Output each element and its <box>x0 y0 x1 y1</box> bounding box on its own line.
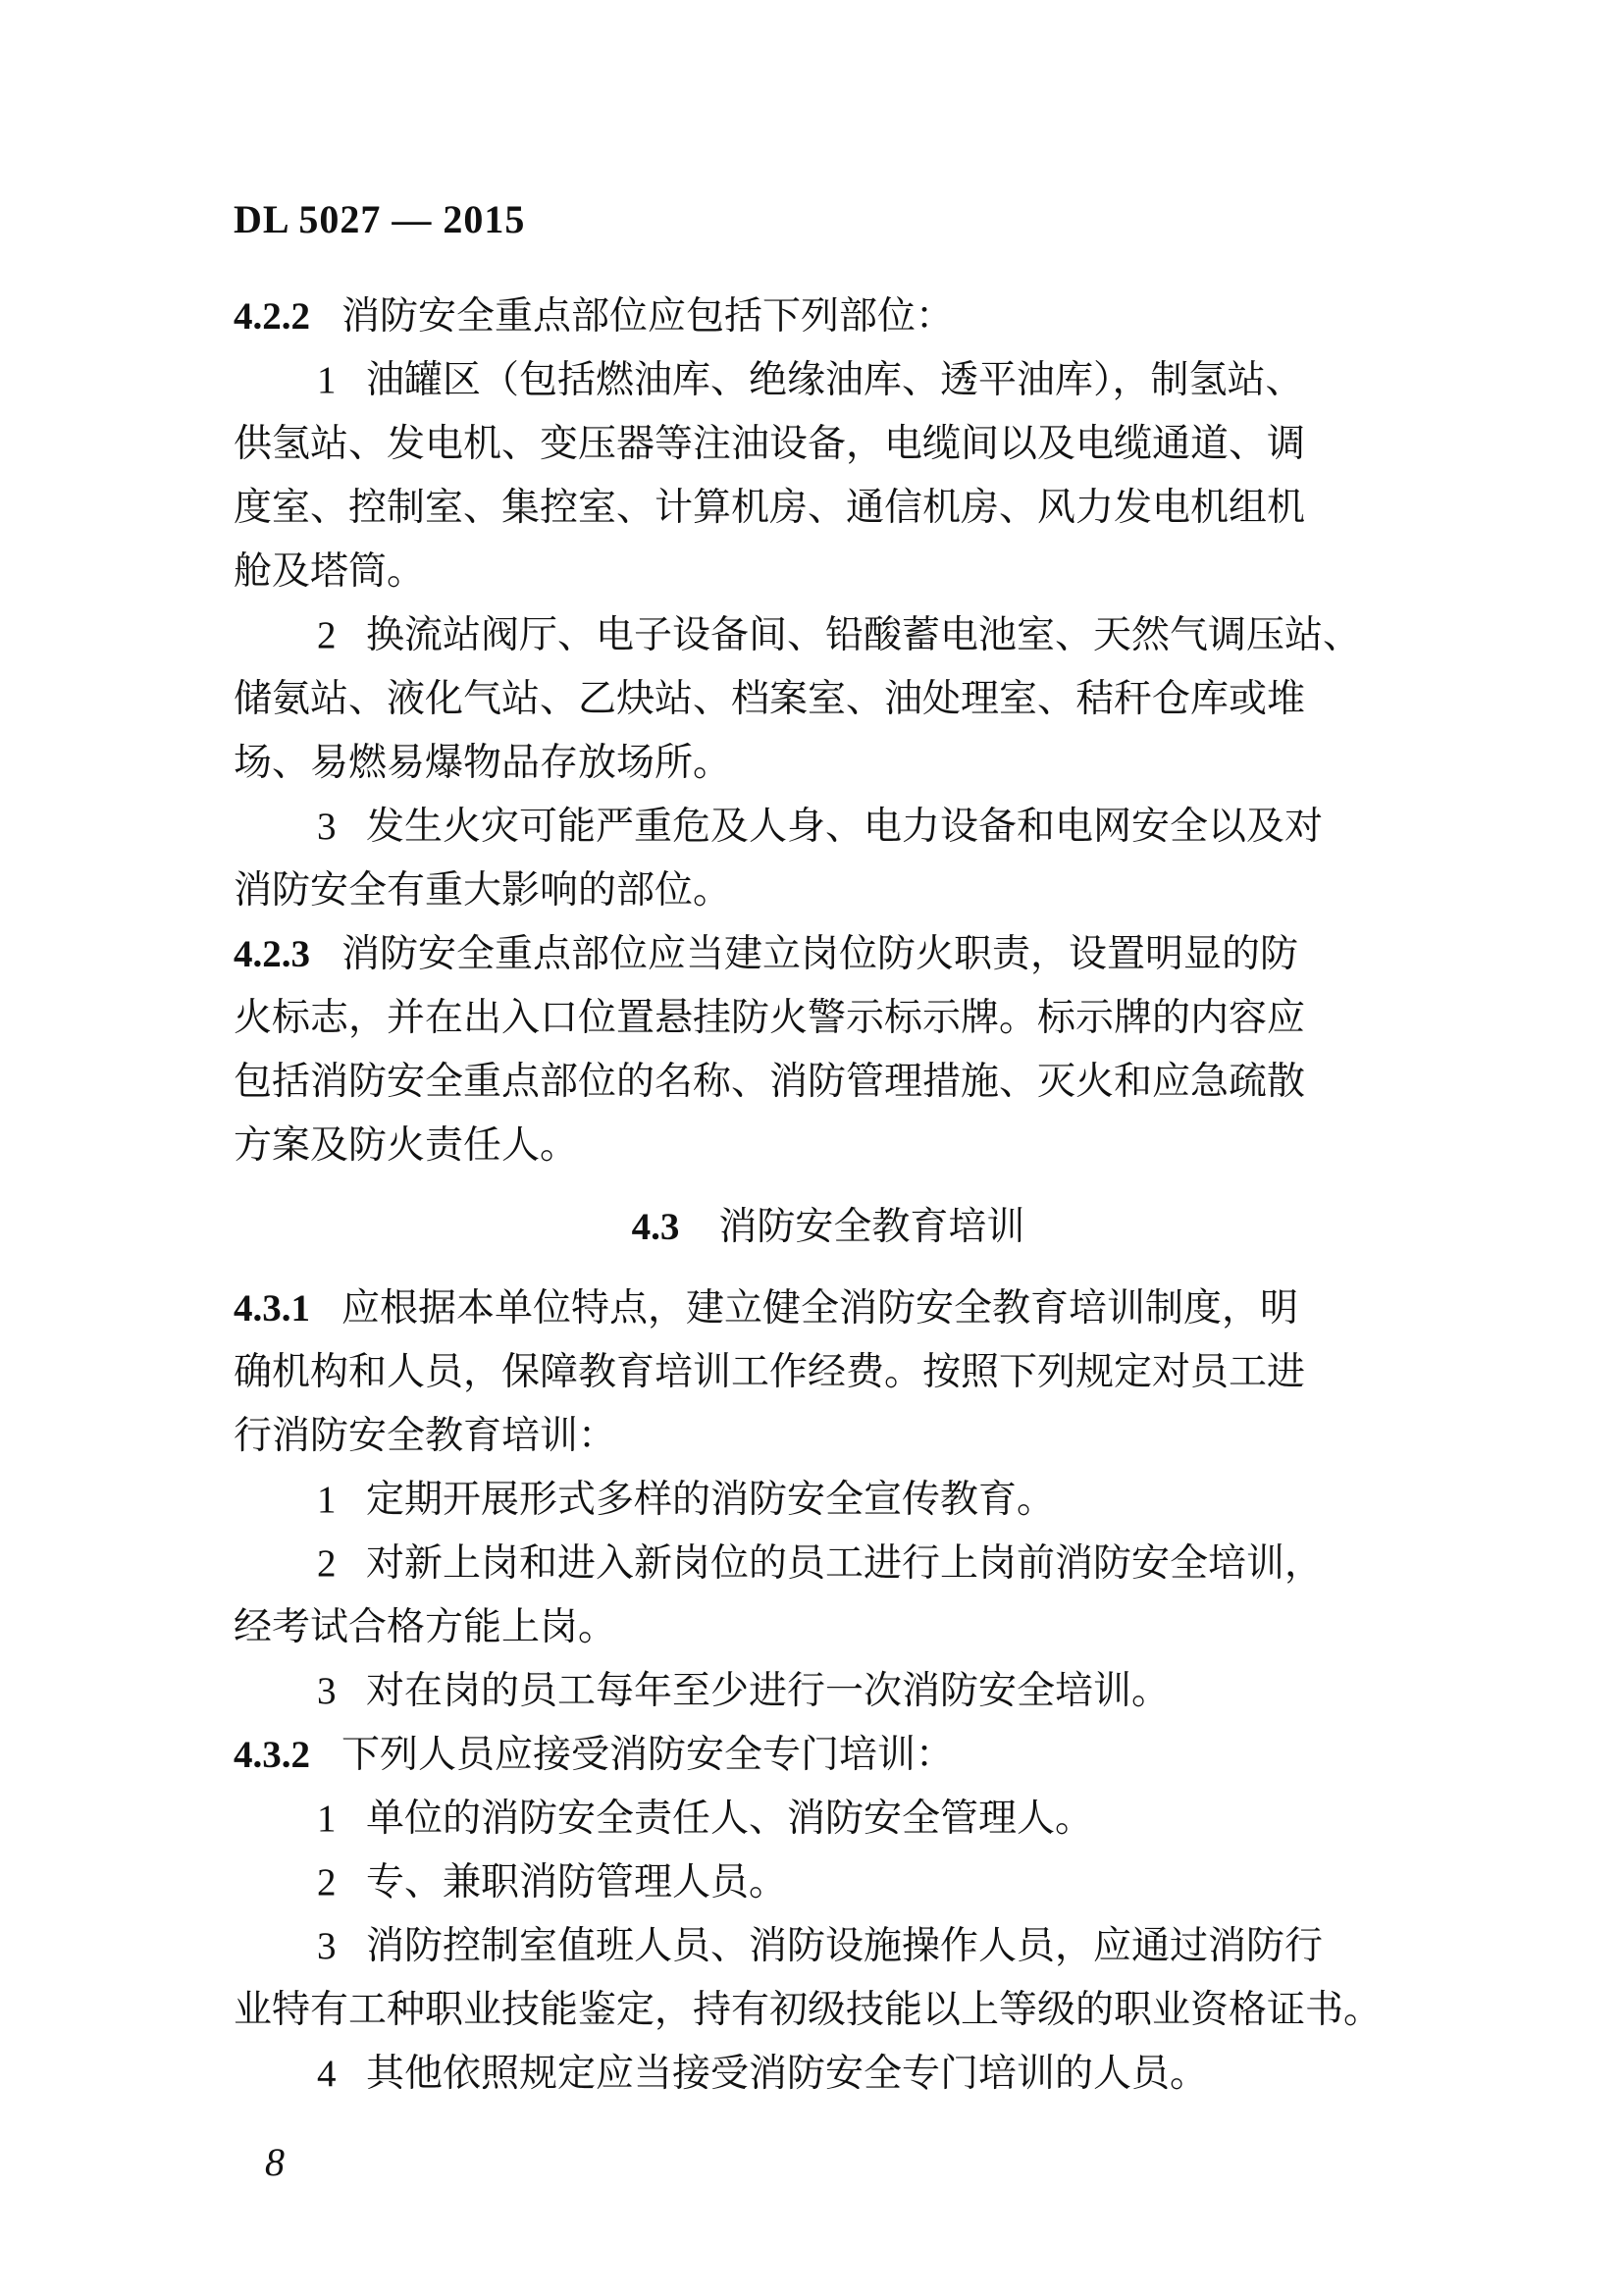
clause-4-2-3 <box>234 922 1423 986</box>
item-number: 1 <box>317 1479 337 1521</box>
clause-text: 消防安全重点部位应包括下列部位： <box>341 294 955 339</box>
clause-number: 4.3.2 <box>234 1734 310 1776</box>
section-number: 4.3 <box>631 1206 680 1248</box>
text-line: 场、易燃易爆物品存放场所。 <box>234 741 732 785</box>
text-line: 储氨站、液化气站、乙炔站、档案室、油处理室、秸秆仓库或堆 <box>234 677 1306 721</box>
text-line: 火标志，并在出入口位置悬挂防火警示标示牌。标示牌的内容应 <box>234 996 1306 1040</box>
item-text: 对新上岗和进入新岗位的员工进行上岗前消防安全培训， <box>366 1541 1324 1586</box>
text-line: 舱及塔筒。 <box>234 549 426 594</box>
list-item <box>234 1532 1423 1595</box>
text-line: 度室、控制室、集控室、计算机房、通信机房、风力发电机组机 <box>234 486 1306 530</box>
list-item <box>234 603 1423 667</box>
text-line: 行消防安全教育培训： <box>234 1414 617 1458</box>
text-line: 确机构和人员，保障教育培训工作经费。按照下列规定对员工进 <box>234 1350 1306 1394</box>
item-number: 1 <box>317 359 337 401</box>
item-text: 消防控制室值班人员、消防设施操作人员，应通过消防行 <box>366 1924 1324 1968</box>
clause-4-2-2 <box>234 285 1423 348</box>
list-item <box>234 1787 1423 1851</box>
text-line: 方案及防火责任人。 <box>234 1123 579 1168</box>
item-number: 4 <box>317 2053 337 2095</box>
section-heading-4-3 <box>234 1195 1423 1259</box>
list-item <box>234 1851 1423 1914</box>
list-item <box>234 1659 1423 1723</box>
item-number: 3 <box>317 1670 337 1712</box>
list-item <box>234 348 1423 412</box>
clause-text: 消防安全重点部位应当建立岗位防火职责，设置明显的防 <box>341 932 1299 976</box>
item-number: 1 <box>317 1798 337 1840</box>
clause-4-3-2 <box>234 1723 1423 1787</box>
text-line: 经考试合格方能上岗。 <box>234 1605 617 1649</box>
text-line: 业特有工种职业技能鉴定，持有初级技能以上等级的职业资格证书。 <box>234 1988 1383 2032</box>
item-number: 2 <box>317 1861 337 1904</box>
text-line: 消防安全有重大影响的部位。 <box>234 868 732 913</box>
item-text: 换流站阀厅、电子设备间、铅酸蓄电池室、天然气调压站、 <box>366 613 1362 657</box>
list-item <box>234 2042 1423 2106</box>
item-text: 定期开展形式多样的消防安全宣传教育。 <box>366 1478 1056 1522</box>
list-item <box>234 1914 1423 1978</box>
item-text: 专、兼职消防管理人员。 <box>366 1860 788 1904</box>
list-item <box>234 795 1423 859</box>
section-title: 消防安全教育培训 <box>718 1205 1025 1249</box>
item-text: 单位的消防安全责任人、消防安全管理人。 <box>366 1797 1094 1841</box>
text-line: 包括消防安全重点部位的名称、消防管理措施、灭火和应急疏散 <box>234 1060 1306 1104</box>
document-body <box>234 285 1423 2106</box>
clause-text: 下列人员应接受消防安全专门培训： <box>341 1733 955 1777</box>
page-number: 8 <box>265 2140 285 2184</box>
item-number: 3 <box>317 806 337 848</box>
item-number: 2 <box>317 1542 337 1585</box>
clause-number: 4.2.2 <box>234 295 310 338</box>
item-number: 2 <box>317 614 337 656</box>
text-line: 供氢站、发电机、变压器等注油设备，电缆间以及电缆通道、调 <box>234 422 1306 466</box>
clause-4-3-1 <box>234 1277 1423 1340</box>
item-text: 其他依照规定应当接受消防安全专门培训的人员。 <box>366 2052 1209 2096</box>
item-text: 发生火灾可能严重危及人身、电力设备和电网安全以及对 <box>366 805 1324 849</box>
clause-number: 4.2.3 <box>234 933 310 975</box>
clause-number: 4.3.1 <box>234 1287 310 1330</box>
item-number: 3 <box>317 1925 337 1967</box>
item-text: 油罐区（包括燃油库、绝缘油库、透平油库），制氢站、 <box>366 358 1304 402</box>
item-text: 对在岗的员工每年至少进行一次消防安全培训。 <box>366 1669 1171 1713</box>
list-item <box>234 1468 1423 1532</box>
clause-text: 应根据本单位特点，建立健全消防安全教育培训制度，明 <box>341 1286 1299 1330</box>
standard-code-header: DL 5027 — 2015 <box>234 197 526 241</box>
